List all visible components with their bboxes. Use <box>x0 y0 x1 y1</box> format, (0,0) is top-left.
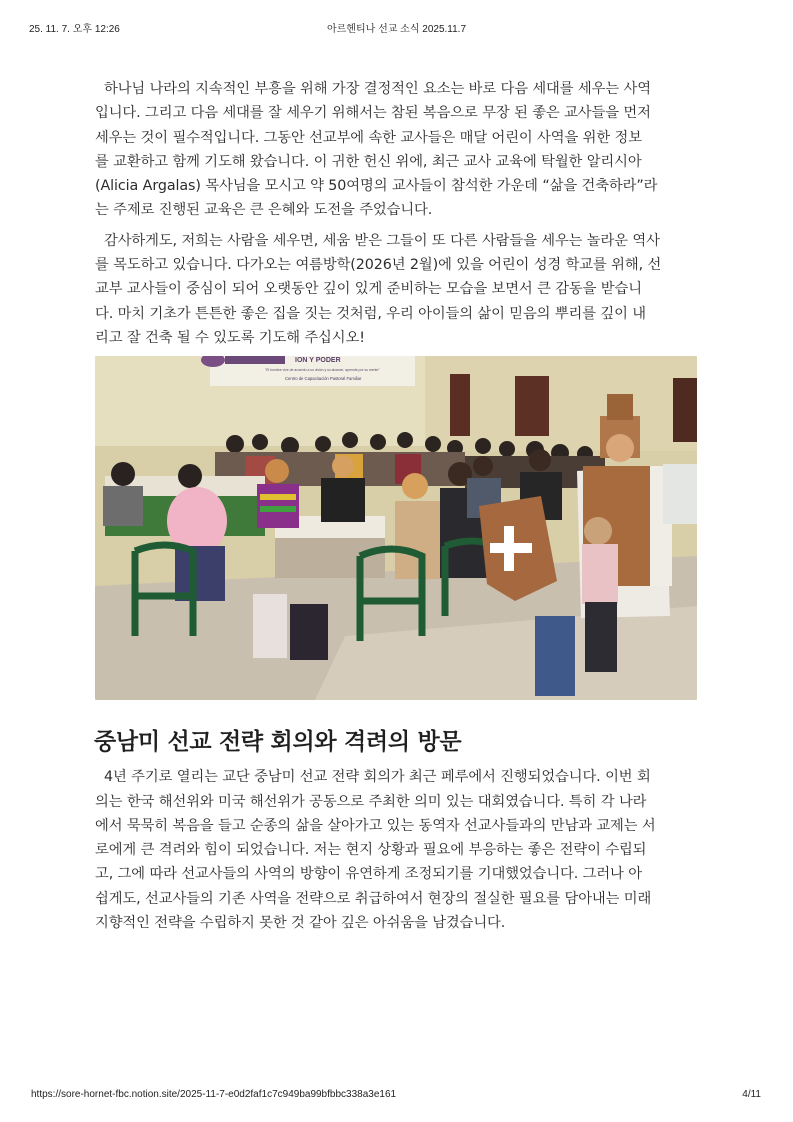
paragraph-line: (Alicia Argalas) 목사님을 모시고 약 50여명의 교사들이 참석한 가운데 “삶을 건축하라”라 <box>95 178 658 195</box>
banner-word: ION Y PODER <box>295 357 341 365</box>
paragraph-line: 에서 묵묵히 복음을 들고 순종의 삶을 살아가고 있는 동역자 선교사들과의 만남과 교제는 서 <box>95 817 656 834</box>
paragraph-summer-school <box>95 229 698 350</box>
photo-illustration <box>95 356 697 700</box>
paragraph-line: 감사하게도, 저희는 사람을 세우면, 세움 받은 그들이 또 다른 사람들을 세우는 놀라운 역사 <box>104 232 660 249</box>
section-title: 중남미 선교 전략 회의와 격려의 방문 <box>94 729 462 756</box>
page-number: 4/11 <box>742 1089 761 1100</box>
paragraph-line: 지향적인 전략을 수립하지 못한 것 같아 깊은 아쉬움을 남겼습니다. <box>95 915 506 932</box>
paragraph-line: 리고 잘 건축 될 수 있도록 기도해 주십시오! <box>95 329 365 346</box>
paragraph-line: 고, 그에 따라 선교사들의 사역의 방향이 유연하게 조정되기를 기대했었습니다. 그러나 아 <box>95 866 642 883</box>
paragraph-strategy-meeting <box>95 765 698 935</box>
paragraph-line: 다. 마치 기초가 튼튼한 좋은 집을 짓는 것처럼, 우리 아이들의 삶이 믿음의 뿌리를 깊이 내 <box>95 305 646 322</box>
banner-line-1: "El hombre vive de acuerdo a su visión y su alcance, aprende por su mente" <box>265 368 380 373</box>
paragraph-teachers-training <box>95 77 698 223</box>
page-url: https://sore-hornet-fbc.notion.site/2025-11-7-e0d2faf1c7c949ba99bfbbc338a3e161 <box>31 1089 397 1100</box>
banner-line-2: Centro de Capacitación Pastoral Familiar <box>285 376 362 382</box>
teachers-training-photo <box>95 356 697 700</box>
paragraph-line: 세우는 것이 필수적입니다. 그동안 선교부에 속한 교사들은 매달 어린이 사역을 위한 정보 <box>95 129 642 146</box>
paragraph-line: 의는 한국 해선위와 미국 해선위가 공동으로 주최한 의미 있는 대회였습니다. 특히 각 나라 <box>95 793 647 810</box>
paragraph-line: 를 교환하고 함께 기도해 왔습니다. 이 귀한 헌신 위에, 최근 교사 교육에 탁월한 알리시아 <box>95 153 642 170</box>
paragraph-line: 로에게 큰 격려와 힘이 되었습니다. 저는 현지 상황과 필요에 부응하는 좋은 전략이 수립되 <box>95 842 647 859</box>
print-doc-title: 아르헨티나 선교 소식 2025.11.7 <box>326 24 467 35</box>
paragraph-line: 4년 주기로 열리는 교단 중남미 선교 전략 회의가 최근 페루에서 진행되었습니다. 이번 회 <box>104 769 651 786</box>
paragraph-line: 입니다. 그리고 다음 세대를 잘 세우기 위해서는 참된 복음으로 무장 된 좋은 교사들을 먼저 <box>95 105 651 122</box>
paragraph-line: 하나님 나라의 지속적인 부흥을 위해 가장 결정적인 요소는 바로 다음 세대를 세우는 사역 <box>104 81 651 97</box>
paragraph-line: 는 주제로 진행된 교육은 큰 은혜와 도전을 주었습니다. <box>95 202 433 219</box>
article-body <box>95 77 698 935</box>
paragraph-line: 쉽게도, 선교사들의 기존 사역을 전략으로 취급하여서 현장의 절실한 필요를 담아내는 미래 <box>95 890 652 907</box>
wall-banner <box>201 356 415 386</box>
paragraph-line: 를 목도하고 있습니다. 다가오는 여름방학(2026년 2월)에 있을 어린이 성경 학교를 위해, 선 <box>95 257 662 274</box>
paragraph-line: 교부 교사들이 중심이 되어 오랫동안 깊이 있게 준비하는 모습을 보면서 큰 감동을 받습니 <box>95 281 642 298</box>
print-datetime: 25. 11. 7. 오후 12:26 <box>29 24 120 35</box>
